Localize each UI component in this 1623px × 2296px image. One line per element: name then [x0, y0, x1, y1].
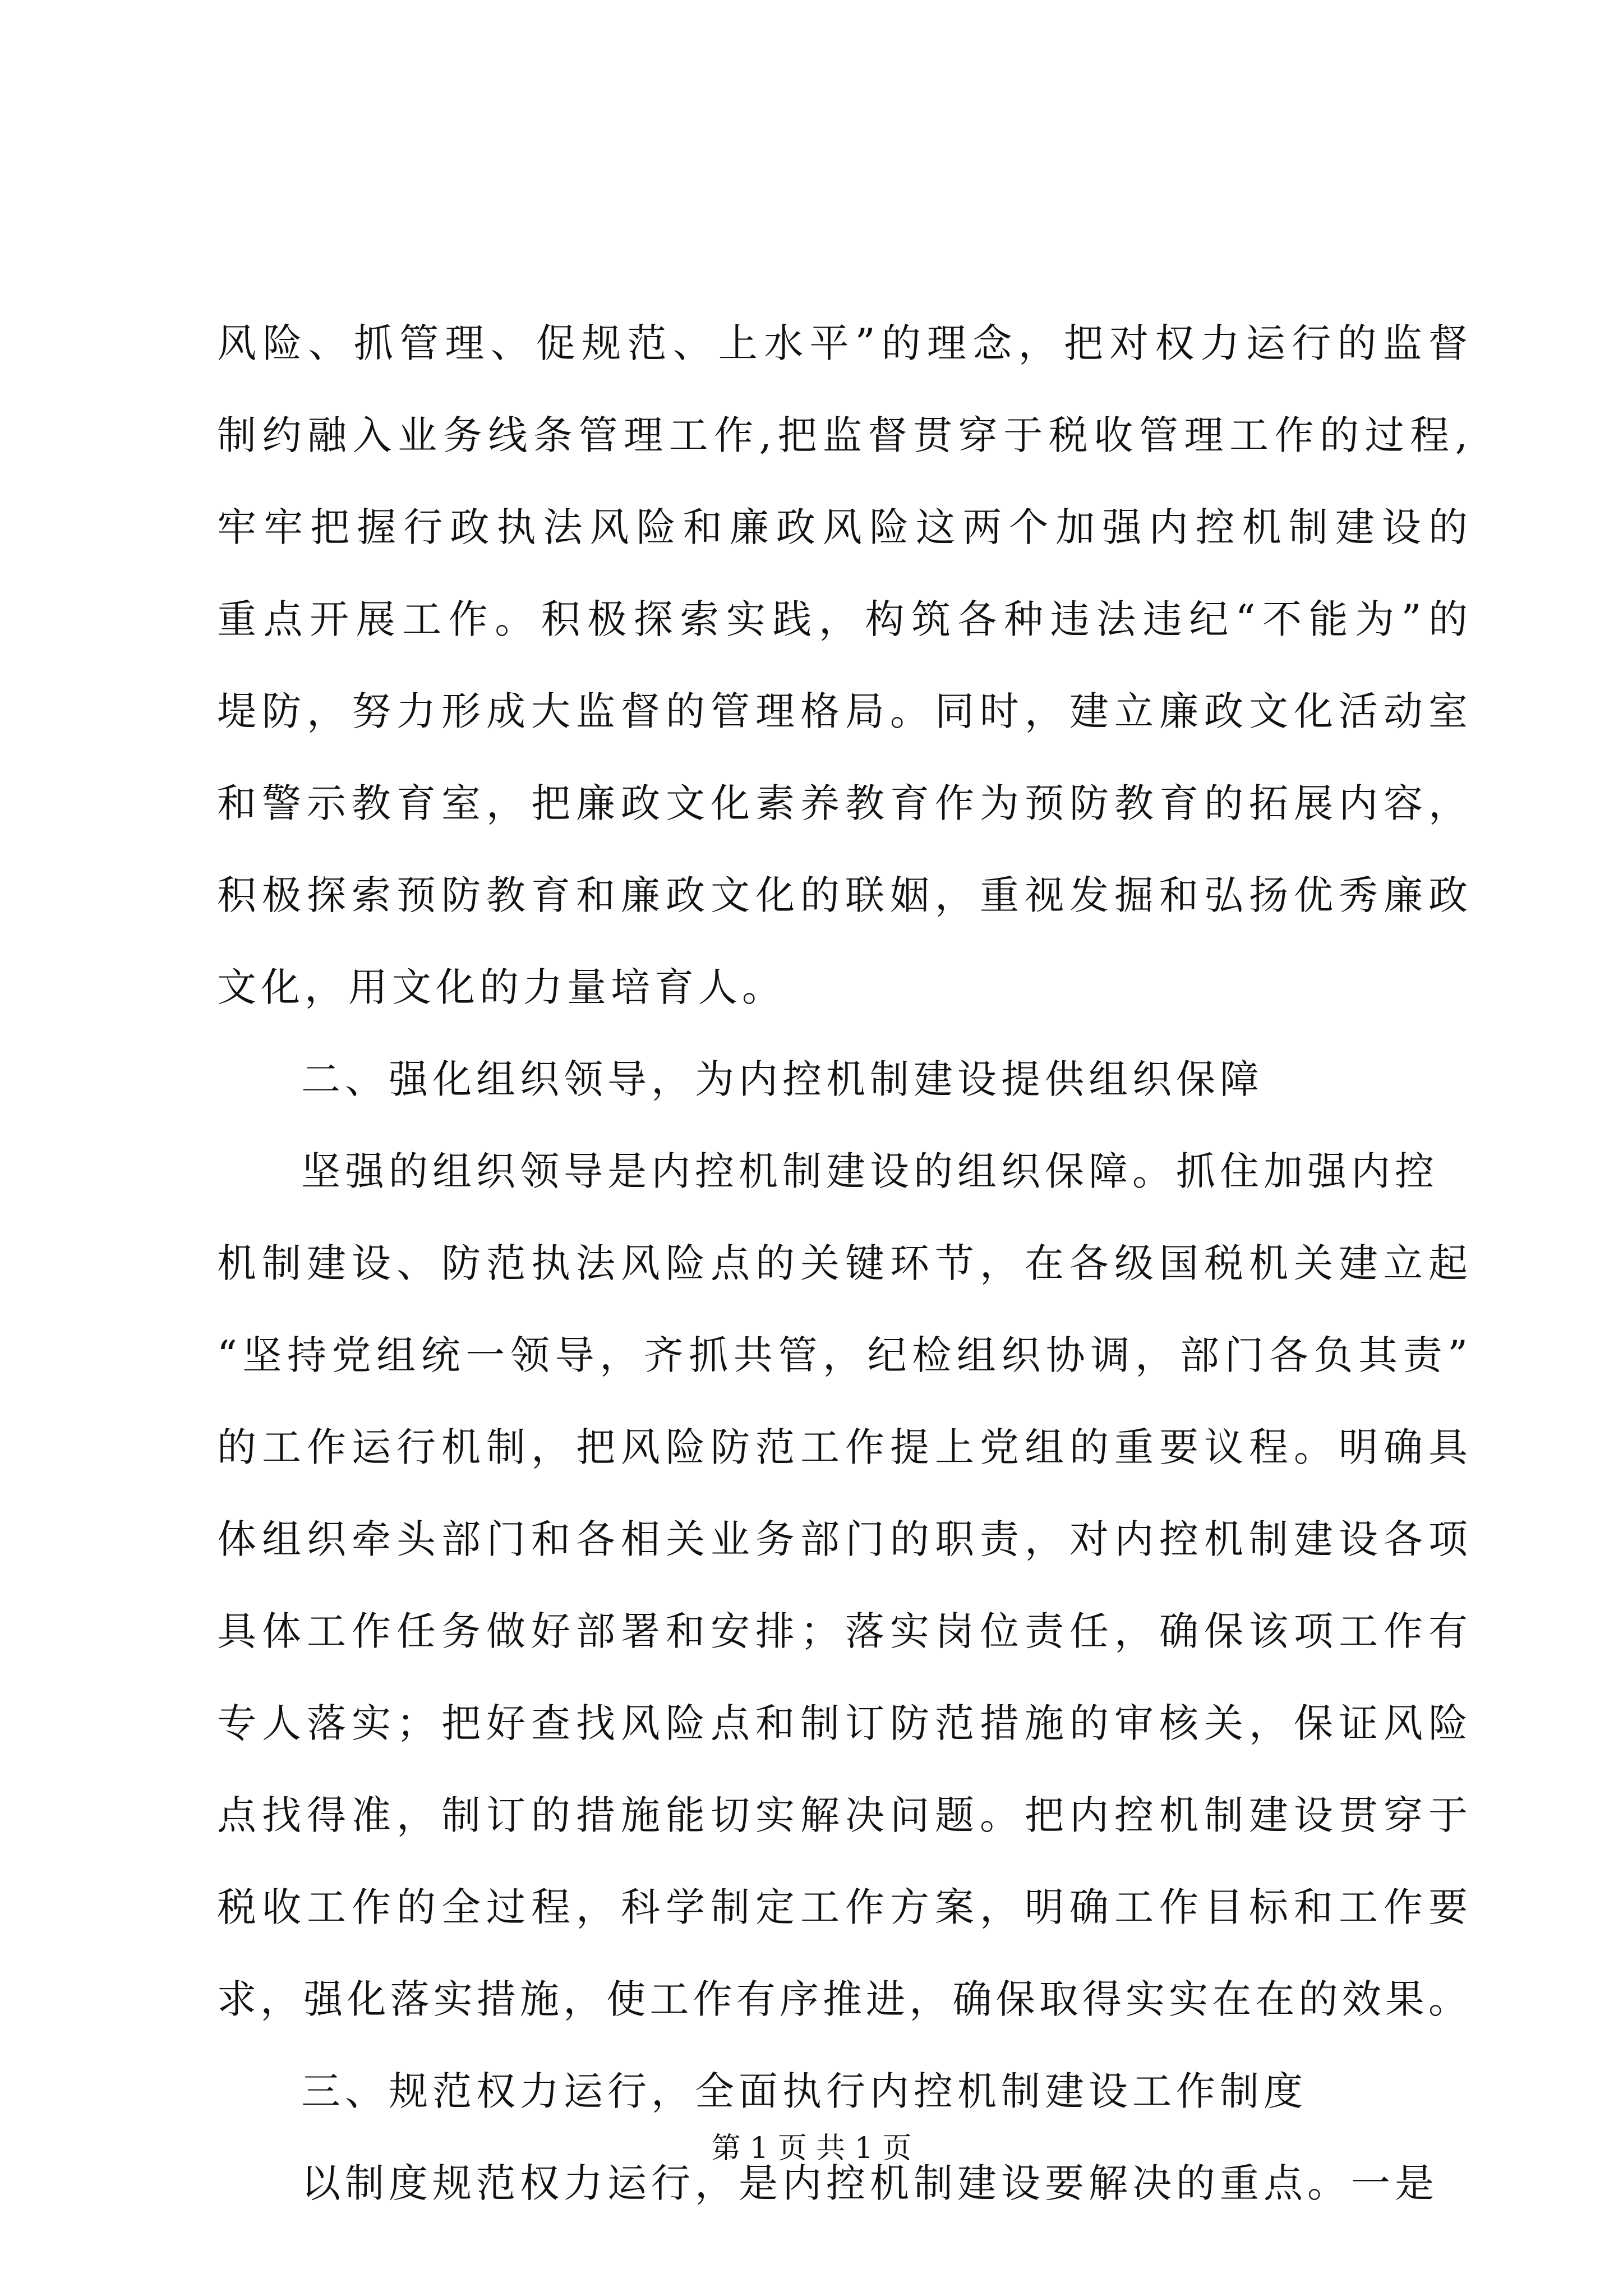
- text-line: 点找得准，制订的措施能切实解决问题。把内控机制建设贯穿于: [217, 1792, 1468, 1838]
- text-line: 专人落实；把好查找风险点和制订防范措施的审核关，保证风险: [217, 1700, 1468, 1746]
- page-footer: 第 1 页 共 1 页: [711, 2132, 912, 2165]
- text-line: 重点开展工作。积极探索实践，构筑各种违法违纪“不能为”的: [217, 596, 1468, 642]
- text-line: 体组织牵头部门和各相关业务部门的职责，对内控机制建设各项: [217, 1516, 1468, 1562]
- text-line: 具体工作任务做好部署和安排；落实岗位责任，确保该项工作有: [217, 1608, 1468, 1654]
- text-line: 坚强的组织领导是内控机制建设的组织保障。抓住加强内控: [301, 1148, 1438, 1194]
- text-line: 以制度规范权力运行，是内控机制建设要解决的重点。一是: [301, 2160, 1438, 2206]
- text-line: 和警示教育室，把廉政文化素养教育作为预防教育的拓展内容，: [217, 780, 1468, 826]
- text-line: “坚持党组统一领导，齐抓共管，纪检组织协调，部门各负其责”: [217, 1332, 1468, 1378]
- document-body: [217, 297, 1468, 2229]
- section-heading: 二、强化组织领导，为内控机制建设提供组织保障: [301, 1056, 1264, 1102]
- text-line: 堤防，努力形成大监督的管理格局。同时，建立廉政文化活动室: [217, 688, 1468, 734]
- text-line: 牢牢把握行政执法风险和廉政风险这两个加强内控机制建设的: [217, 504, 1468, 550]
- text-line: 机制建设、防范执法风险点的关键环节，在各级国税机关建立起: [217, 1240, 1468, 1286]
- text-line: 求，强化落实措施，使工作有序推进，确保取得实实在在的效果。: [217, 1976, 1468, 2022]
- section-heading: 三、规范权力运行，全面执行内控机制建设工作制度: [301, 2068, 1307, 2114]
- text-line: 税收工作的全过程，科学制定工作方案，明确工作目标和工作要: [217, 1884, 1468, 1930]
- text-line: 的工作运行机制，把风险防范工作提上党组的重要议程。明确具: [217, 1424, 1468, 1470]
- text-line: 文化，用文化的力量培育人。: [217, 964, 786, 1010]
- text-line: 积极探索预防教育和廉政文化的联姻，重视发掘和弘扬优秀廉政: [217, 872, 1468, 918]
- text-line: 风险、抓管理、促规范、上水平”的理念，把对权力运行的监督: [217, 320, 1468, 366]
- text-line: 制约融入业务线条管理工作,把监督贯穿于税收管理工作的过程,: [217, 412, 1468, 458]
